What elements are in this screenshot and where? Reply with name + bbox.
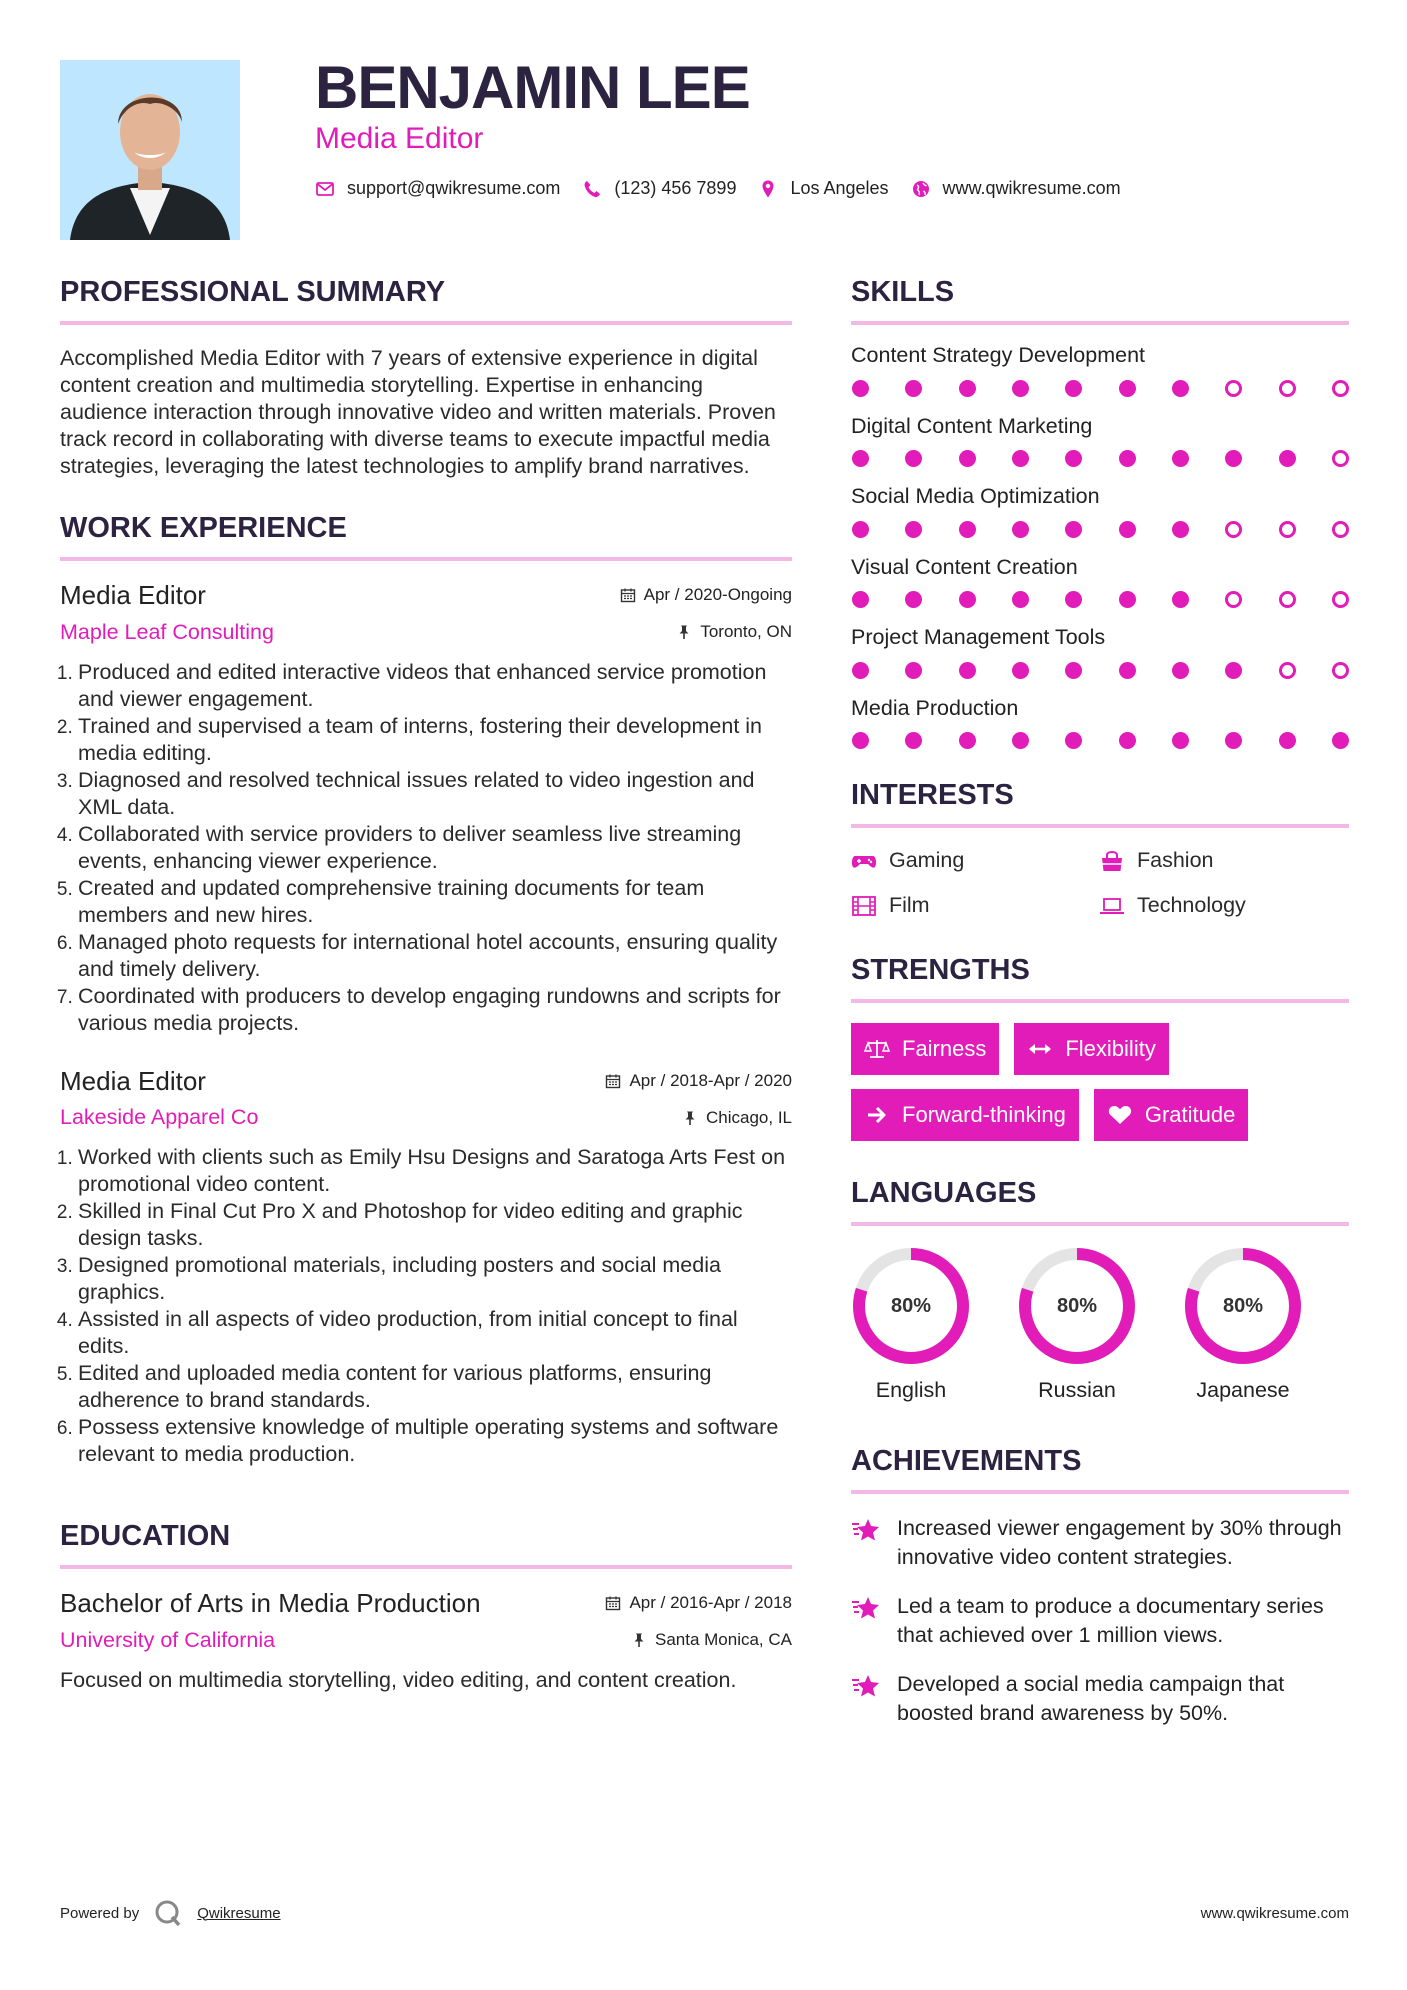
list-item: 5. Created and updated comprehensive training documents for team members and new hires. — [78, 875, 792, 929]
summary-text: Accomplished Media Editor with 7 years of extensive experience in digital content creation and multimedia storytelling. Expertise in enhancing audience interaction through innovative video and written materials. Proven track record in collaborating with diverse teams to execute impactful media strategies, leveraging the latest technologies to amplify brand narratives. — [60, 346, 776, 478]
contact-phone[interactable] — [582, 178, 736, 199]
achievements-heading: ACHIEVEMENTS — [851, 1447, 1349, 1494]
rating-dot-empty — [1225, 521, 1242, 538]
shopping-bag-icon — [1099, 850, 1125, 872]
skill-rating — [851, 732, 1349, 749]
skill-name: Project Management Tools — [851, 625, 1106, 649]
interest-label: Technology — [1137, 893, 1246, 917]
interest-item-film — [851, 893, 1099, 918]
job-title: Media Editor — [60, 1065, 206, 1096]
school-name: University of California — [60, 1627, 276, 1652]
rating-dot-filled — [1065, 732, 1082, 749]
rating-dot-filled — [1012, 591, 1029, 608]
rating-dot-empty — [1225, 591, 1242, 608]
rating-dot-filled — [1012, 380, 1029, 397]
language-progress-ring — [851, 1246, 971, 1366]
experience-heading: WORK EXPERIENCE — [60, 514, 792, 561]
list-item: 3. Designed promotional materials, including posters and social media graphics. — [78, 1252, 792, 1306]
company-name: Maple Leaf Consulting — [60, 619, 274, 644]
rating-dot-filled — [1225, 450, 1242, 467]
skill-rating — [851, 521, 1349, 538]
rating-dot-filled — [1172, 662, 1189, 679]
rating-dot-filled — [1332, 732, 1349, 749]
website-text: www.qwikresume.com — [942, 178, 1121, 198]
list-item: 2. Trained and supervised a team of interns, fostering their development in media editing. — [78, 713, 792, 767]
job-title: Media Editor — [60, 580, 206, 610]
arrows-horizontal-icon — [1027, 1038, 1053, 1060]
job-entry — [60, 581, 792, 1037]
summary-heading: PROFESSIONAL SUMMARY — [60, 278, 792, 325]
strength-label: Forward-thinking — [902, 1102, 1066, 1127]
rating-dot-filled — [1172, 380, 1189, 397]
rating-dot-filled — [1172, 732, 1189, 749]
rating-dot-filled — [1012, 521, 1029, 538]
rating-dot-filled — [959, 591, 976, 608]
list-item: 4. Assisted in all aspects of video production, from initial concept to final edits. — [78, 1306, 792, 1360]
interest-label: Film — [889, 893, 930, 917]
interest-label: Gaming — [889, 848, 965, 872]
skills-section — [851, 278, 1349, 749]
achievement-text: Increased viewer engagement by 30% through innovative video content strategies. — [897, 1516, 1342, 1569]
star-trophy-icon — [851, 1672, 881, 1700]
rating-dot-filled — [1119, 521, 1136, 538]
interests-heading: INTERESTS — [851, 781, 1349, 828]
language-progress-ring — [1017, 1246, 1137, 1366]
rating-dot-filled — [1225, 732, 1242, 749]
achievement-text: Developed a social media campaign that boosted brand awareness by 50%. — [897, 1672, 1285, 1725]
interest-item-fashion — [1099, 848, 1349, 873]
skill-rating — [851, 662, 1349, 679]
education-heading: EDUCATION — [60, 1522, 792, 1569]
skill-rating — [851, 450, 1349, 467]
job-dates-text: Apr / 2018-Apr / 2020 — [629, 1070, 792, 1090]
skill-name: Media Production — [851, 695, 1019, 720]
job-location — [682, 1108, 792, 1128]
job-entry — [60, 1067, 792, 1469]
education-dates-text: Apr / 2016-Apr / 2018 — [629, 1593, 792, 1613]
email-text: support@qwikresume.com — [347, 178, 561, 198]
scale-icon — [864, 1038, 890, 1060]
degree-title: Bachelor of Arts in Media Production — [60, 1588, 481, 1619]
rating-dot-filled — [1172, 591, 1189, 608]
powered-by-label: Powered by — [60, 1904, 140, 1922]
contact-website[interactable] — [911, 178, 1121, 199]
job-bullets — [60, 659, 792, 1037]
calendar-icon — [620, 587, 636, 603]
list-item: 5. Edited and uploaded media content for various platforms, ensuring adherence to brand standards. — [78, 1360, 792, 1414]
rating-dot-filled — [852, 591, 869, 608]
rating-dot-filled — [852, 450, 869, 467]
rating-dot-filled — [1012, 732, 1029, 749]
list-item: 2. Skilled in Final Cut Pro X and Photoshop for video editing and graphic design tasks. — [78, 1198, 792, 1252]
skill-item — [851, 486, 1349, 538]
rating-dot-filled — [1119, 380, 1136, 397]
rating-dot-filled — [852, 662, 869, 679]
achievement-item — [851, 1670, 1349, 1728]
strength-label: Fairness — [902, 1036, 987, 1061]
skill-item — [851, 554, 1349, 609]
experience-section — [60, 514, 792, 1468]
rating-dot-filled — [1172, 450, 1189, 467]
list-item: 7. Coordinated with producers to develop engaging rundowns and scripts for various media projects. — [78, 983, 792, 1037]
phone-text: (123) 456 7899 — [614, 178, 737, 198]
rating-dot-filled — [959, 662, 976, 679]
gamepad-icon — [851, 850, 877, 872]
strength-label: Flexibility — [1065, 1036, 1156, 1061]
language-name: Japanese — [1196, 1378, 1290, 1402]
rating-dot-filled — [905, 380, 922, 397]
achievement-item — [851, 1592, 1349, 1650]
contact-email[interactable] — [315, 178, 560, 199]
skills-heading: SKILLS — [851, 278, 1349, 325]
rating-dot-filled — [905, 662, 922, 679]
education-description: Focused on multimedia storytelling, video editing, and content creation. — [60, 1667, 737, 1692]
skill-item — [851, 627, 1349, 679]
rating-dot-filled — [959, 732, 976, 749]
rating-dot-filled — [1119, 450, 1136, 467]
rating-dot-filled — [1012, 662, 1029, 679]
rating-dot-filled — [959, 521, 976, 538]
left-column — [60, 278, 792, 1694]
rating-dot-filled — [959, 450, 976, 467]
calendar-icon — [605, 1073, 621, 1089]
list-item: 1. Worked with clients such as Emily Hsu Designs and Saratoga Arts Fest on promotional video content. — [78, 1144, 792, 1198]
rating-dot-filled — [1172, 521, 1189, 538]
company-name: Lakeside Apparel Co — [60, 1105, 259, 1130]
language-name: English — [875, 1378, 947, 1402]
contact-location — [758, 178, 888, 199]
rating-dot-filled — [1012, 450, 1029, 467]
interest-label: Fashion — [1137, 848, 1214, 872]
rating-dot-filled — [1065, 591, 1082, 608]
interests-section — [851, 781, 1349, 918]
candidate-role: Media Editor — [315, 122, 484, 155]
skill-item — [851, 413, 1349, 468]
calendar-icon — [605, 1595, 621, 1611]
arrow-right-icon — [864, 1104, 890, 1126]
skill-name: Content Strategy Development — [851, 343, 1145, 367]
rating-dot-filled — [905, 521, 922, 538]
strength-chip-forward-thinking — [851, 1089, 1079, 1141]
achievements-section — [851, 1447, 1349, 1728]
powered-by — [60, 1898, 281, 1928]
language-percent: 80% — [1056, 1294, 1098, 1317]
rating-dot-empty — [1279, 380, 1296, 397]
strength-label: Gratitude — [1144, 1102, 1236, 1127]
rating-dot-empty — [1225, 380, 1242, 397]
summary-section — [60, 278, 792, 480]
footer-website[interactable]: www.qwikresume.com — [1200, 1904, 1349, 1922]
rating-dot-filled — [852, 380, 869, 397]
rating-dot-filled — [905, 732, 922, 749]
rating-dot-filled — [1119, 662, 1136, 679]
rating-dot-filled — [852, 521, 869, 538]
skill-item — [851, 695, 1349, 750]
film-icon — [851, 895, 877, 917]
rating-dot-empty — [1332, 662, 1349, 679]
strength-chip-gratitude — [1094, 1089, 1249, 1141]
rating-dot-filled — [1065, 380, 1082, 397]
job-location — [676, 622, 792, 642]
rating-dot-filled — [1119, 591, 1136, 608]
skill-name: Social Media Optimization — [851, 484, 1100, 508]
location-text: Los Angeles — [790, 178, 889, 198]
rating-dot-empty — [1332, 591, 1349, 608]
skills-list — [851, 345, 1349, 749]
strengths-heading: STRENGTHS — [851, 956, 1349, 1003]
phone-icon — [582, 179, 602, 199]
rating-dot-empty — [1279, 662, 1296, 679]
map-pin-icon — [758, 179, 778, 199]
interest-item-technology — [1099, 893, 1349, 918]
strengths-section — [851, 956, 1349, 1141]
list-item: 3. Diagnosed and resolved technical issues related to video ingestion and XML data. — [78, 767, 792, 821]
list-item: 6. Managed photo requests for international hotel accounts, ensuring quality and timely delivery. — [78, 929, 792, 983]
job-dates — [605, 1071, 792, 1091]
pushpin-icon — [631, 1632, 647, 1648]
education-dates — [605, 1593, 792, 1613]
strength-chip-flexibility — [1014, 1023, 1168, 1075]
language-name: Russian — [1038, 1378, 1116, 1402]
rating-dot-filled — [1065, 521, 1082, 538]
rating-dot-filled — [852, 732, 869, 749]
rating-dot-filled — [1225, 662, 1242, 679]
skill-rating — [851, 380, 1349, 397]
rating-dot-empty — [1279, 591, 1296, 608]
qwikresume-logo-icon — [153, 1898, 183, 1928]
interest-item-gaming — [851, 848, 1099, 873]
rating-dot-filled — [1119, 732, 1136, 749]
contact-bar — [315, 178, 1121, 199]
rating-dot-filled — [959, 380, 976, 397]
rating-dot-empty — [1332, 450, 1349, 467]
job-dates-text: Apr / 2020-Ongoing — [643, 585, 792, 604]
pushpin-icon — [682, 1110, 698, 1126]
language-item — [1183, 1246, 1303, 1403]
education-section — [60, 1522, 792, 1694]
profile-photo — [60, 60, 240, 240]
languages-list — [851, 1246, 1349, 1403]
list-item: 1. Produced and edited interactive videos that enhanced service promotion and viewer engagement. — [78, 659, 792, 713]
strength-chip-fairness — [851, 1023, 999, 1075]
rating-dot-filled — [905, 450, 922, 467]
languages-heading: LANGUAGES — [851, 1179, 1349, 1226]
rating-dot-empty — [1332, 380, 1349, 397]
list-item: 4. Collaborated with service providers to deliver seamless live streaming events, enhancing viewer experience. — [78, 821, 792, 875]
rating-dot-empty — [1279, 521, 1296, 538]
education-location-text: Santa Monica, CA — [654, 1630, 792, 1650]
rating-dot-filled — [1279, 732, 1296, 749]
page-footer — [60, 1898, 1349, 1928]
rating-dot-filled — [1065, 662, 1082, 679]
candidate-name: BENJAMIN LEE — [315, 54, 750, 121]
achievement-text: Led a team to produce a documentary series that achieved over 1 million views. — [897, 1594, 1324, 1647]
language-item — [1017, 1246, 1137, 1403]
rating-dot-empty — [1332, 521, 1349, 538]
rating-dot-filled — [1279, 450, 1296, 467]
language-percent: 80% — [890, 1294, 932, 1317]
skill-rating — [851, 591, 1349, 608]
languages-section — [851, 1179, 1349, 1403]
job-dates — [620, 585, 792, 605]
rating-dot-filled — [905, 591, 922, 608]
laptop-icon — [1099, 895, 1125, 917]
job-location-text: Toronto, ON — [700, 622, 792, 642]
education-location — [631, 1630, 792, 1650]
skill-name: Digital Content Marketing — [851, 413, 1093, 438]
globe-icon — [911, 179, 931, 199]
achievement-item — [851, 1514, 1349, 1572]
pushpin-icon — [676, 624, 692, 640]
language-percent: 80% — [1222, 1294, 1264, 1317]
job-location-text: Chicago, IL — [706, 1107, 792, 1127]
brand-link[interactable]: Qwikresume — [197, 1904, 281, 1922]
list-item: 6. Possess extensive knowledge of multiple operating systems and software relevant to media production. — [78, 1414, 792, 1468]
language-progress-ring — [1183, 1246, 1303, 1366]
right-column — [851, 278, 1349, 1748]
rating-dot-filled — [1065, 450, 1082, 467]
language-item — [851, 1246, 971, 1403]
skill-item — [851, 345, 1349, 397]
job-bullets — [60, 1144, 792, 1468]
heart-icon — [1107, 1104, 1133, 1126]
star-trophy-icon — [851, 1516, 881, 1544]
envelope-icon — [315, 179, 335, 199]
star-trophy-icon — [851, 1594, 881, 1622]
skill-name: Visual Content Creation — [851, 554, 1078, 579]
